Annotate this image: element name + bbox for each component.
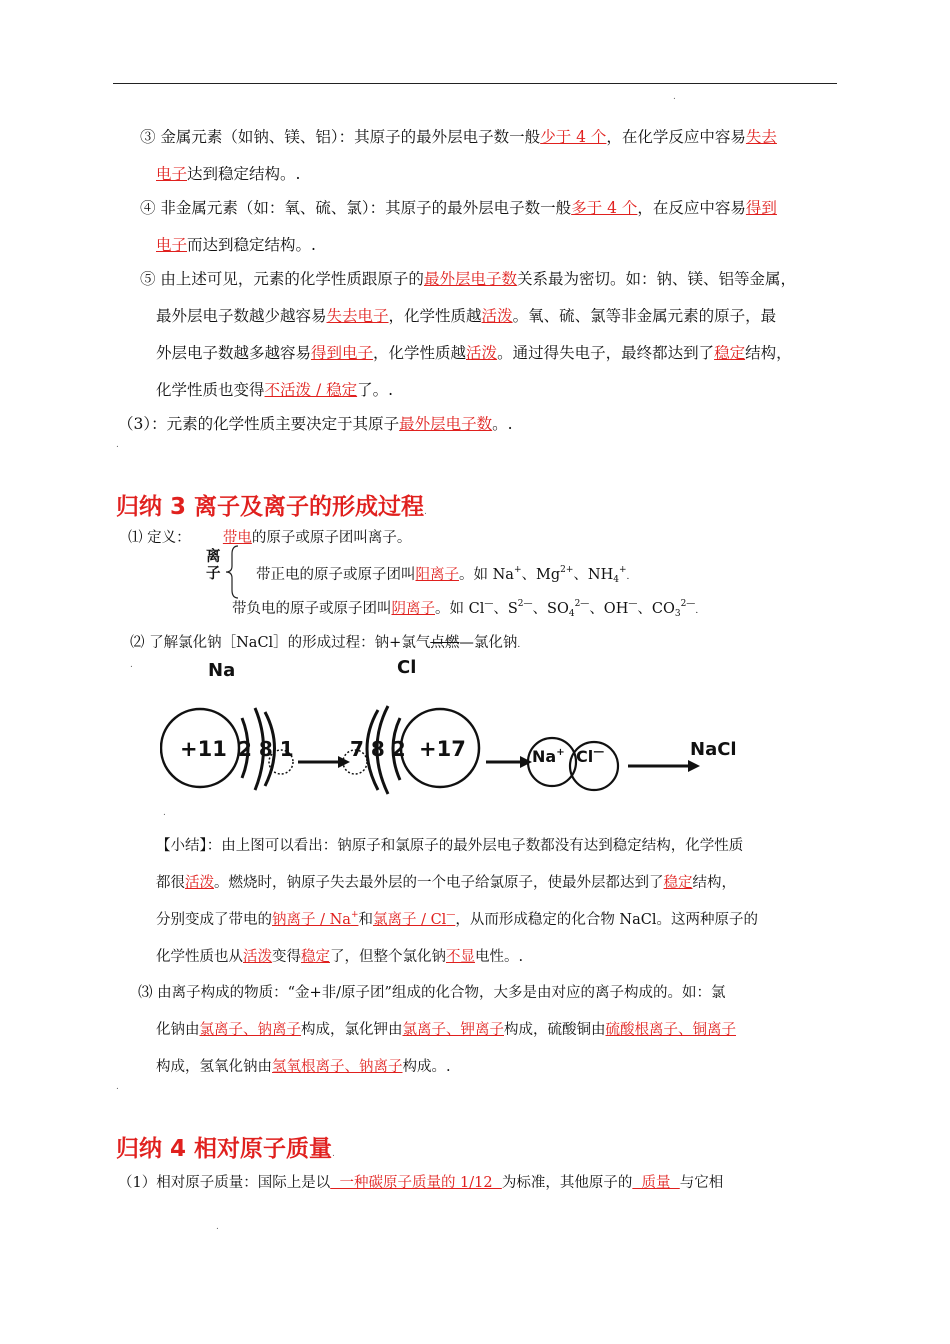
text: 为标准，其他原子的 (501, 1175, 633, 1191)
na-shell-electrons: 2 8 1 (238, 737, 294, 761)
answer-blank: 氯离子、钾离子 (402, 1022, 504, 1038)
text: 了，但整个氯化钠 (330, 949, 446, 965)
section-heading-3: 归纳 3 离子及离子的形成过程. (116, 494, 427, 520)
text: （1）相对原子质量：国际上是以 (118, 1175, 331, 1191)
answer-blank: 稳定 (663, 875, 693, 891)
text: 和 (358, 912, 373, 928)
cl-ion-label: Cl— (576, 745, 605, 766)
cation-definition: 带正电的原子或原子团叫阳离子。如 Na+、$Mg^{2+}$、$NH_4^+$. (256, 565, 630, 585)
text: ④ 非金属元素（如：氧、硫、氯）：其原子的最外层电子数一般 (140, 199, 572, 217)
paragraph-nonmetal-cont (156, 234, 316, 256)
reaction-condition: 点燃 (430, 635, 460, 651)
answer-blank: 阴离子 (391, 601, 435, 617)
paragraph-mark: . (216, 1222, 219, 1232)
summary-4 (156, 946, 523, 968)
na-atom-label: Na (208, 660, 236, 681)
paragraph-mark: . (673, 92, 676, 102)
arrow-head-icon (688, 760, 700, 772)
text: 构成，氢氧化钠由 (156, 1059, 272, 1075)
heading-text: 归纳 4 相对原子质量 (116, 1136, 333, 1162)
product-label: NaCl (690, 739, 737, 760)
paragraph-conclusion-3 (156, 342, 792, 364)
answer-blank: 活泼 (243, 949, 272, 965)
ionic-substances-3 (156, 1056, 451, 1078)
answer-blank: 氯离子 / Cl (372, 912, 447, 928)
text: 了。. (357, 381, 394, 399)
summary-2 (156, 872, 736, 894)
text: ⑤ 由上述可见，元素的化学性质跟原子的 (140, 270, 424, 288)
nacl-formation: ⑵ 了解氯化钠［NaCl］的形成过程：钠+氯气点燃—氯化钠. (130, 635, 521, 651)
answer-blank: 得到 (745, 199, 777, 217)
cl-shell-electrons: 7 8 2 (350, 737, 406, 761)
answer-blank: 失去 (745, 128, 777, 146)
answer-blank: 电子 (156, 236, 188, 254)
ionic-substances-2 (156, 1019, 736, 1041)
cl-nucleus-charge: +17 (419, 737, 466, 761)
text: 外层电子数越多越容易 (156, 344, 312, 362)
text: 分别变成了带电的 (156, 912, 272, 928)
answer-blank: 最外层电子数 (423, 270, 517, 288)
answer-blank: 得到电子 (311, 344, 374, 362)
text: 最外层电子数越少越容易 (156, 307, 327, 325)
text: 构成，硫酸铜由 (504, 1022, 606, 1038)
text: 而达到稳定结构。. (187, 236, 316, 254)
heading-text: 归纳 3 离子及离子的形成过程 (116, 494, 425, 520)
answer-blank: 活泼 (466, 344, 498, 362)
text: 变得 (272, 949, 301, 965)
text: 构成，氯化钾由 (301, 1022, 403, 1038)
anion-definition: 带负电的原子或原子团叫阴离子。如 Cl—、$S^{2—}$、$SO_4^{2—}$、OH—、$CO_3^{2—}$. (232, 599, 699, 619)
text: ，化学性质越 (373, 344, 467, 362)
text: 化学性质也变得 (156, 381, 265, 399)
na-nucleus-charge: +11 (180, 737, 227, 761)
paragraph-metal (140, 126, 777, 148)
text: 带正电的原子或原子团叫 (256, 567, 416, 583)
relative-atomic-mass (118, 1172, 723, 1194)
arrow-head-icon (520, 756, 532, 768)
summary-3: 分别变成了带电的钠离子 / Na+和氯离子 / Cl—，从而形成稳定的化合物 NaCl。这两种原子的 (156, 910, 758, 928)
text: 结构， (692, 875, 736, 891)
text: 。氧、硫、氯等非金属元素的原子，最 (512, 307, 777, 325)
paragraph-mark: . (163, 808, 166, 818)
text: 。燃烧时，钠原子失去最外层的一个电子给氯原子，使最外层都达到了 (214, 875, 664, 891)
text: 离 (206, 548, 221, 565)
answer-blank: 氯离子、钠离子 (199, 1022, 301, 1038)
brace-icon (224, 544, 242, 600)
text: ，在反应中容易 (637, 199, 746, 217)
text: 结构， (745, 344, 792, 362)
answer-blank: 氢氧根离子、钠离子 (272, 1059, 403, 1075)
text: 的原子或原子团叫离子。 (251, 530, 412, 546)
paragraph-conclusion-4 (156, 379, 393, 401)
answer-blank: 最外层电子数 (399, 415, 493, 433)
text: 电性。. (475, 949, 524, 965)
answer-blank: 多于 4 个 (571, 199, 638, 217)
ion-bracket-label (206, 548, 221, 582)
text: 子 (206, 565, 221, 582)
text: 。如 Cl (435, 601, 485, 617)
text: 达到稳定结构。. (187, 165, 301, 183)
text: （3）：元素的化学性质主要决定于其原子 (118, 415, 400, 433)
text: ⑴ 定义： (128, 530, 191, 546)
answer-blank: 阳离子 (415, 567, 459, 583)
answer-blank: 不活泼 / 稳定 (264, 381, 358, 399)
ion-definition (128, 527, 411, 549)
text: ，化学性质越 (388, 307, 482, 325)
paragraph-decision (118, 413, 513, 435)
paragraph-mark: . (130, 660, 133, 670)
paragraph-mark: . (116, 440, 119, 450)
answer-blank: 带电 (222, 530, 252, 546)
text: 构成。. (402, 1059, 451, 1075)
answer-blank: 稳定 (714, 344, 746, 362)
text: ③ 金属元素（如钠、镁、铝）：其原子的最外层电子数一般 (140, 128, 541, 146)
answer-blank: 钠离子 / Na (272, 912, 351, 928)
text: 氯化钠 (473, 635, 518, 651)
text: 带负电的原子或原子团叫 (232, 601, 392, 617)
text: 【小结】：由上图可以看出：钠原子和氯原子的最外层电子数都没有达到稳定结构，化学性质 (156, 838, 744, 854)
text: 与它相 (679, 1175, 724, 1191)
ionic-substances-1 (138, 982, 725, 1004)
cl-atom-label: Cl (397, 657, 417, 678)
text: 都很 (156, 875, 185, 891)
text: 化钠由 (156, 1022, 200, 1038)
text: ⑵ 了解氯化钠［NaCl］的形成过程：钠+氯气 (130, 635, 431, 651)
answer-blank: 一种碳原子质量的 1/12 (330, 1175, 502, 1191)
paragraph-conclusion-1 (140, 268, 796, 290)
text: ，从而形成稳定的化合物 NaCl。这两种原子的 (455, 912, 758, 928)
na-ion-label: Na+ (532, 747, 565, 766)
paragraph-conclusion-2 (156, 305, 776, 327)
section-heading-4: 归纳 4 相对原子质量. (116, 1136, 335, 1162)
text: 。如 Na (459, 567, 514, 583)
text: 。通过得失电子，最终都达到了 (497, 344, 715, 362)
answer-blank: 少于 4 个 (540, 128, 607, 146)
answer-blank: 活泼 (481, 307, 513, 325)
text: 关系最为密切。如：钠、镁、铝等金属， (516, 270, 796, 288)
nacl-formation-diagram (160, 700, 850, 820)
answer-blank: 电子 (156, 165, 188, 183)
text: ，在化学反应中容易 (606, 128, 746, 146)
summary-1 (156, 835, 743, 857)
answer-blank: 稳定 (301, 949, 330, 965)
paragraph-metal-cont (156, 163, 300, 185)
paragraph-mark: . (116, 1082, 119, 1092)
answer-blank: 活泼 (185, 875, 214, 891)
answer-blank: 硫酸根离子、铜离子 (605, 1022, 736, 1038)
header-rule (113, 83, 837, 84)
paragraph-nonmetal (140, 197, 777, 219)
answer-blank: 质量 (632, 1175, 680, 1191)
text: 化学性质也从 (156, 949, 243, 965)
answer-blank: 失去电子 (326, 307, 389, 325)
answer-blank: 不显 (446, 949, 475, 965)
text: ⑶ 由离子构成的物质：“金+非/原子团”组成的化合物，大多是由对应的离子构成的。如：氯 (138, 985, 726, 1001)
text: 。. (492, 415, 513, 433)
